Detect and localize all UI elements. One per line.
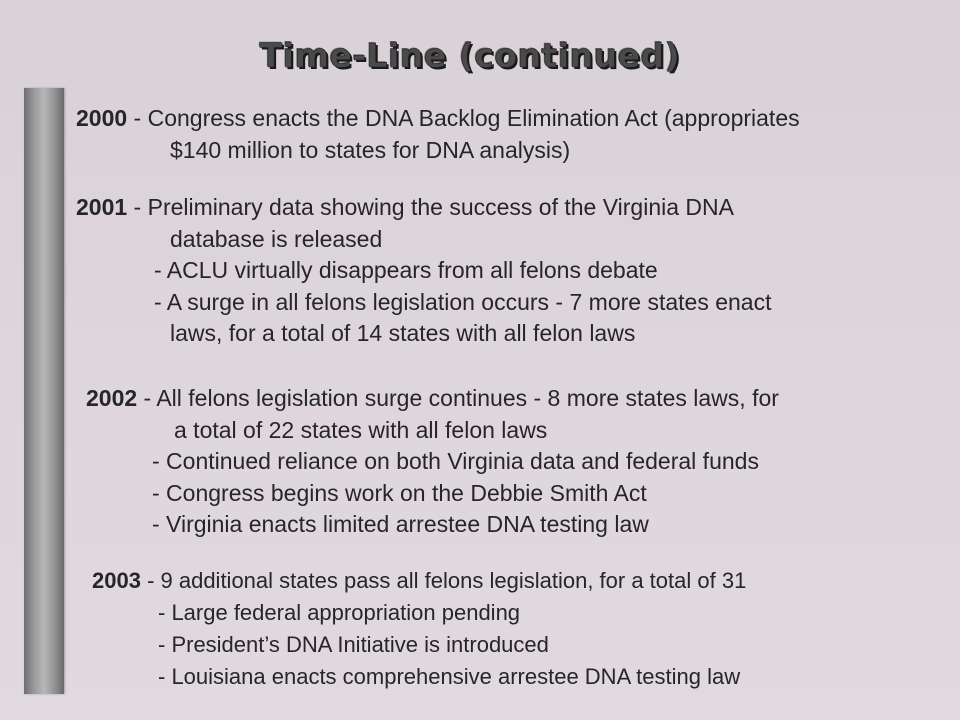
entry-continuation: a total of 22 states with all felon laws <box>174 416 548 443</box>
entry-continuation: $140 million to states for DNA analysis) <box>170 136 571 163</box>
entry-year: 2003 <box>92 568 141 593</box>
entry-year: 2001 <box>76 194 128 220</box>
entry-bullet-continuation: laws, for a total of 14 states with all felon laws <box>170 320 636 346</box>
timeline-entry-2003 <box>92 565 746 693</box>
entry-continuation: database is released <box>170 225 383 252</box>
entry-bullet: - ACLU virtually disappears from all felons debate <box>154 257 658 283</box>
timeline-entry-2002 <box>86 383 779 541</box>
slide-title: Time-Line (continued) <box>259 36 681 75</box>
entry-bullet: - President’s DNA Initiative is introduced <box>158 632 549 657</box>
entry-headline <box>92 565 746 597</box>
entry-year: 2000 <box>76 105 128 131</box>
entry-text: - 9 additional states pass all felons legislation, for a total of 31 <box>140 568 747 593</box>
timeline-bar <box>24 88 64 694</box>
entry-bullet: - Large federal appropriation pending <box>158 600 521 625</box>
timeline-entry-2000 <box>76 103 800 166</box>
entry-text: - Preliminary data showing the success of the Virginia DNA <box>127 194 734 220</box>
entry-bullet: - A surge in all felons legislation occurs - 7 more states enact <box>154 288 772 315</box>
entry-bullet: - Virginia enacts limited arrestee DNA testing law <box>152 511 649 537</box>
entry-text: - Congress enacts the DNA Backlog Elimination Act (appropriates <box>127 105 800 131</box>
entry-headline <box>76 192 771 224</box>
entry-text: - All felons legislation surge continues - 8 more states laws, for <box>137 385 779 411</box>
entry-headline <box>86 383 779 415</box>
entry-year: 2002 <box>86 385 138 411</box>
entry-headline <box>76 103 800 135</box>
entry-bullet: - Louisiana enacts comprehensive arrestee DNA testing law <box>158 664 741 689</box>
timeline-entry-2001 <box>76 192 771 350</box>
entry-bullet: - Continued reliance on both Virginia data and federal funds <box>152 448 759 474</box>
entry-bullet: - Congress begins work on the Debbie Smith Act <box>152 479 647 506</box>
